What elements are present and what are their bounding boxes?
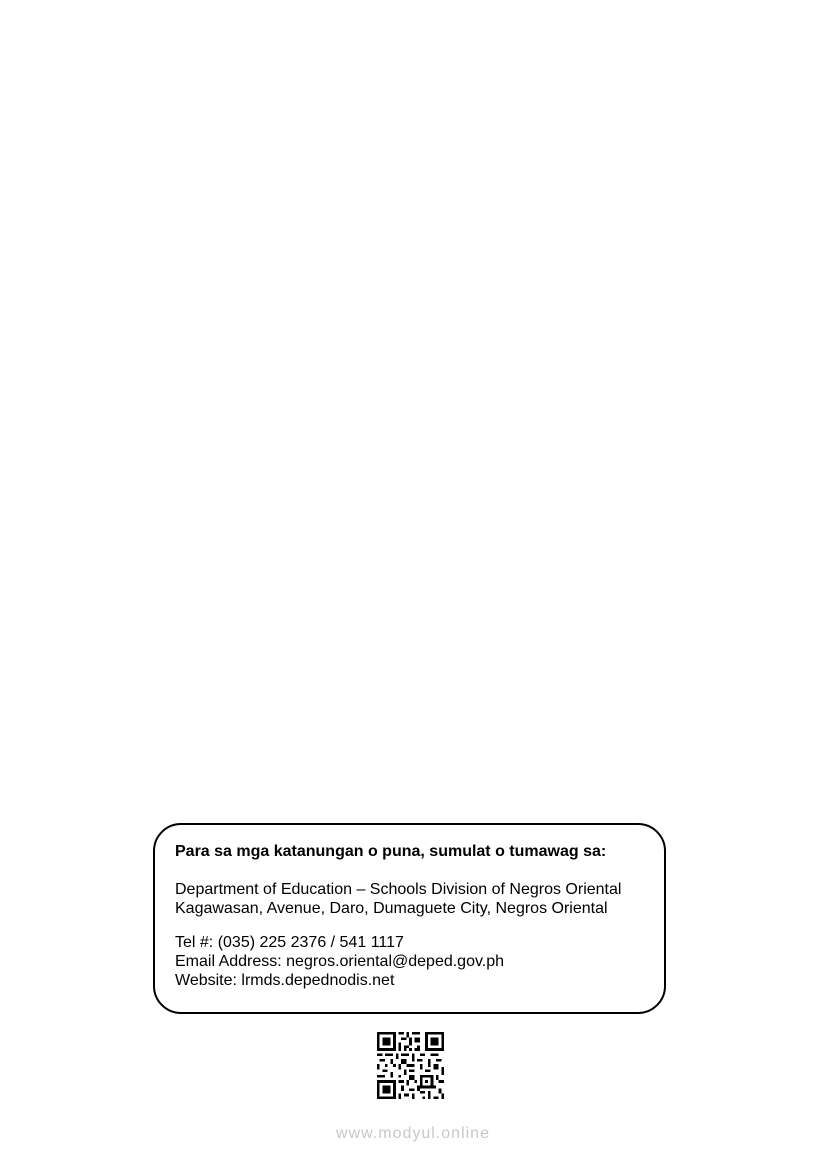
contact-heading: Para sa mga katanungan o puna, sumulat o tumawag sa: [175, 843, 607, 860]
contact-info-box [153, 823, 666, 1014]
office-name: Department of Education – Schools Division of Negros Oriental [175, 881, 622, 898]
office-address: Kagawasan, Avenue, Daro, Dumaguete City, Negros Oriental [175, 900, 608, 917]
spacer [175, 918, 664, 933]
qr-code-icon [377, 1032, 444, 1099]
telephone-number: Tel #: (035) 225 2376 / 541 1117 [175, 934, 404, 951]
watermark-text: www.modyul.online [336, 1125, 490, 1142]
website-address: Website: lrmds.depednodis.net [175, 972, 395, 989]
email-address: Email Address: negros.oriental@deped.gov.ph [175, 953, 505, 970]
